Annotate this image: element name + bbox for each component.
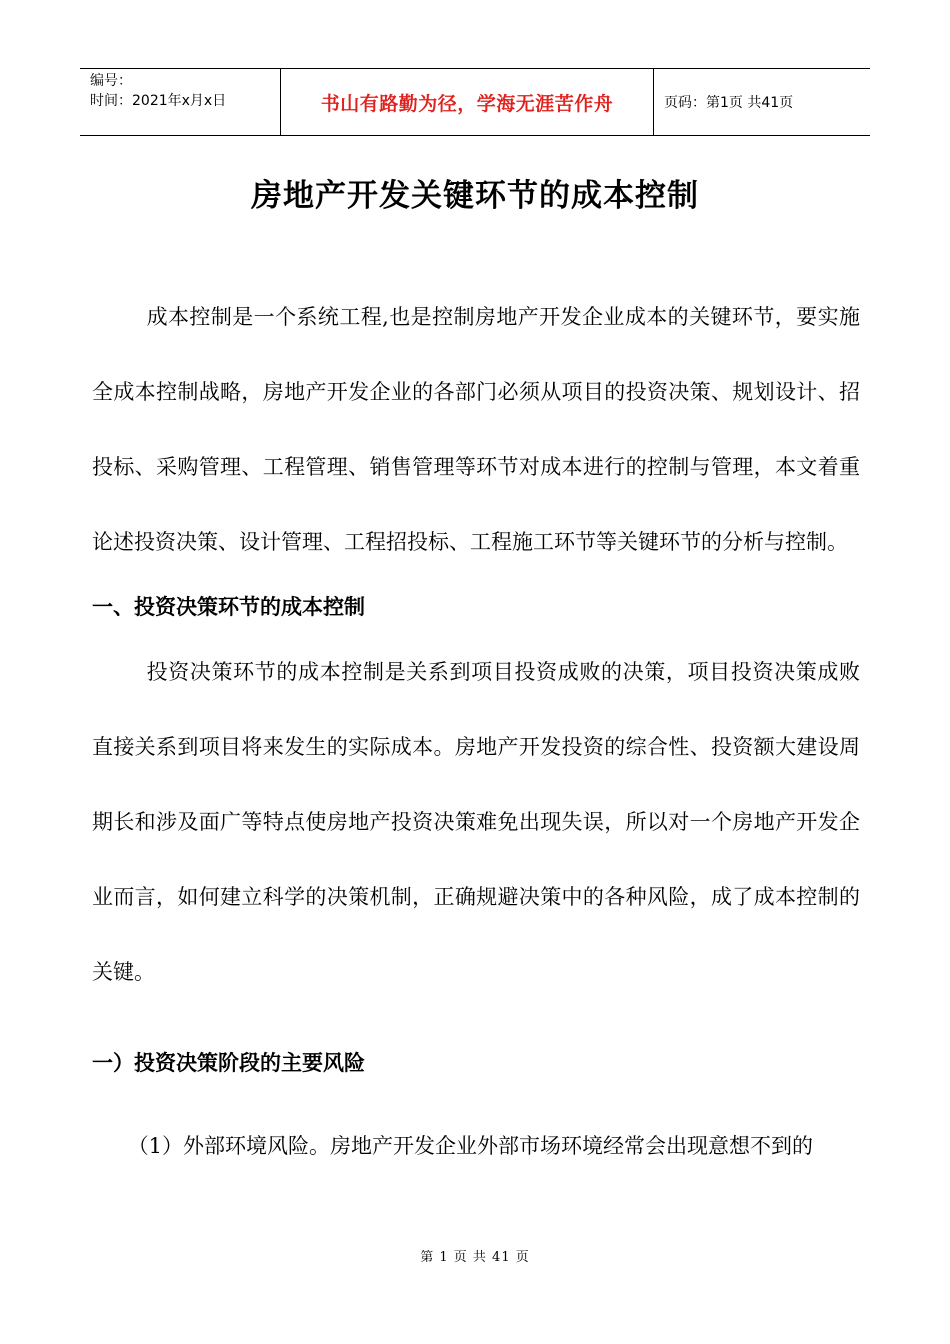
page-footer: 第 1 页 共 41 页 (420, 1250, 530, 1265)
document-body (92, 280, 860, 1184)
header-page-info: 页码：第1页 共41页 (664, 95, 794, 111)
header-time-label: 时间：2021年x月x日 (90, 93, 227, 109)
header-meta-cell (80, 69, 281, 135)
intro-paragraph: 成本控制是一个系统工程,也是控制房地产开发企业成本的关键环节，要实施全成本控制战略，房地产开发企业的各部门必须从项目的投资决策、规划设计、招投标、采购管理、工程管理、销售管理等环节对成本进行的控制与管理，本文着重论述投资决策、设计管理、工程招投标、工程施工环节等关键环节的分析与控制。 (92, 305, 860, 554)
header-motto: 书山有路勤为径，学海无涯苦作舟 (281, 69, 654, 135)
section-paragraph: 投资决策环节的成本控制是关系到项目投资成败的决策，项目投资决策成败直接关系到项目将来发生的实际成本。房地产开发投资的综合性、投资额大建设周期长和涉及面广等特点使房地产投资决策难免出现失误，所以对一个房地产开发企业而言，如何建立科学的决策机制，正确规避决策中的各种风险，成了成本控制的关键。 (92, 660, 860, 984)
subsection-heading: 一）投资决策阶段的主要风险 (92, 1051, 365, 1075)
header-number-label: 编号： (90, 73, 132, 89)
list-item: （1）外部环境风险。房地产开发企业外部市场环境经常会出现意想不到的 (127, 1134, 814, 1158)
document-header (80, 68, 870, 136)
section-heading: 一、投资决策环节的成本控制 (92, 595, 365, 619)
document-title: 房地产开发关键环节的成本控制 (251, 178, 699, 214)
